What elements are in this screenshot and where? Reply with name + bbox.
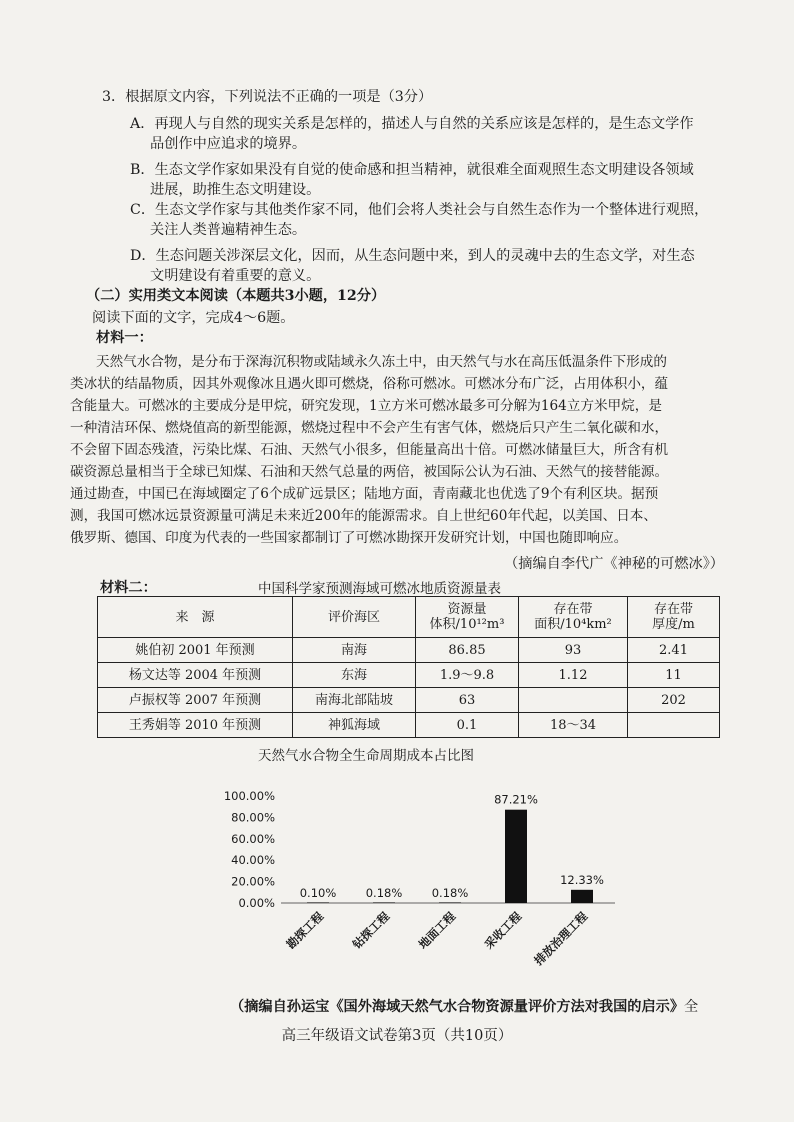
header-area: 评价海区 [293,597,416,638]
bar [439,902,461,903]
x-tick-label: 排放治理工程 [531,909,591,968]
bar [373,902,395,903]
table-row [98,638,720,663]
q3-option-c-cont: 关注人类普遍精神生态。 [150,222,307,238]
cell: 杨文达等 2004 年预测 [98,663,293,688]
header-volume: 资源量 体积/10¹²m³ [416,597,519,638]
cell: 神狐海域 [293,713,416,738]
citation-1: （摘编自李代广《神秘的可燃冰》） [504,556,724,572]
x-tick-label: 勘探工程 [283,909,327,952]
data-label: 0.10% [299,885,337,900]
x-tick-label: 地面工程 [415,909,459,952]
paragraph-line: 不会留下固态残渣，污染比煤、石油、天然气小很多，但能量高出十倍。可燃冰储量巨大，所含有机 [70,442,669,458]
q3-option-a-cont: 品创作中应追求的境界。 [150,136,307,152]
bar [307,902,329,903]
cell: 63 [416,688,519,713]
cell: 0.1 [416,713,519,738]
q3-option-a: A．再现人与自然的现实关系是怎样的，描述人与自然的关系应该是怎样的，是生态文学作 [130,116,694,132]
q3-option-b: B．生态文学作家如果没有自觉的使命感和担当精神，就很难全面观照生态文明建设各领域 [130,162,694,178]
cell: 202 [628,688,720,713]
cell: 86.85 [416,638,519,663]
paragraph-line: 俄罗斯、德国、印度为代表的一些国家都制订了可燃冰勘探开发研究计划，中国也随即响应。 [70,530,628,546]
cell: 南海 [293,638,416,663]
citation-2: （摘编自孙运宝《国外海域天然气水合物资源量评价方法对我国的启示》全 [230,999,699,1015]
paragraph-line: 天然气水合物，是分布于深海沉积物或陆域永久冻土中，由天然气与水在高压低温条件下形成的 [96,354,667,370]
q3-option-d-cont: 文明建设有着重要的意义。 [150,268,321,284]
cell [628,713,720,738]
data-label: 12.33% [560,872,604,887]
cell: 姚伯初 2001 年预测 [98,638,293,663]
y-tick-label: 80.00% [231,810,275,825]
header-area-size: 存在带 面积/10⁴km² [519,597,628,638]
paragraph-line: 通过勘查，中国已在海域圈定了6个成矿远景区；陆地方面，青南藏北也优选了9个有利区块。据预 [70,486,659,502]
page-footer: 高三年级语文试卷第3页（共10页） [281,1028,513,1044]
cost-bar-chart [195,770,635,980]
cell: 18～34 [519,713,628,738]
x-tick-label: 采收工程 [481,909,525,952]
cell: 2.41 [628,638,720,663]
cell: 1.12 [519,663,628,688]
table-row [98,713,720,738]
cell: 卢振权等 2007 年预测 [98,688,293,713]
y-tick-label: 60.00% [231,831,275,846]
section-heading: （二）实用类文本阅读（本题共3小题，12分） [86,288,386,304]
y-tick-label: 40.00% [231,853,275,868]
bar [571,890,593,903]
cell: 东海 [293,663,416,688]
y-tick-label: 100.00% [223,789,275,803]
cell: 王秀娟等 2010 年预测 [98,713,293,738]
q3-option-c: C．生态文学作家与其他类作家不同，他们会将人类社会与自然生态作为一个整体进行观照， [130,202,709,218]
cell [519,688,628,713]
table-row [98,688,720,713]
cell: 11 [628,663,720,688]
paragraph-line: 测，我国可燃冰远景资源量可满足未来近200年的能源需求。自上世纪60年代起，以美国、日本、 [70,508,657,524]
material2-label: 材料二： [100,580,157,596]
table-header-row [98,597,720,638]
cell: 93 [519,638,628,663]
q3-option-d: D．生态问题关涉深层文化，因而，从生态问题中来，到人的灵魂中去的生态文学，对生态 [130,248,695,264]
cell: 南海北部陆坡 [293,688,416,713]
header-source: 来 源 [98,597,293,638]
paragraph-line: 碳资源总量相当于全球已知煤、石油和天然气总量的两倍，被国际公认为石油、天然气的接替能源。 [70,464,669,480]
data-label: 0.18% [431,885,469,900]
paragraph-line: 类冰状的结晶物质，因其外观像冰且遇火即可燃烧，俗称可燃冰。可燃冰分布广泛，占用体积小，蕴 [70,376,669,392]
header-thickness: 存在带 厚度/m [628,597,720,638]
bar [505,810,527,903]
data-label: 87.21% [494,792,538,807]
x-tick-label: 钻探工程 [349,909,393,952]
material1-label: 材料一： [96,330,153,346]
table-row [98,663,720,688]
y-tick-label: 20.00% [231,874,275,889]
cell: 1.9～9.8 [416,663,519,688]
paragraph-line: 含能量大。可燃冰的主要成分是甲烷，研究发现，1立方米可燃冰最多可分解为164立方米甲烷，是 [70,398,662,414]
chart-title: 天然气水合物全生命周期成本占比图 [258,748,474,764]
resource-table [97,596,720,738]
q3-option-b-cont: 进展，助推生态文明建设。 [150,182,321,198]
paragraph-line: 一种清洁环保、燃烧值高的新型能源，燃烧过程中不会产生有害气体，燃烧后只产生二氧化碳和水， [70,420,669,436]
table-title: 中国科学家预测海域可燃冰地质资源量表 [258,581,501,597]
instruction: 阅读下面的文字，完成4～6题。 [92,310,295,326]
y-tick-label: 0.00% [238,896,275,910]
q3-stem: 3．根据原文内容，下列说法不正确的一项是（3分） [102,89,433,105]
data-label: 0.18% [365,885,403,900]
